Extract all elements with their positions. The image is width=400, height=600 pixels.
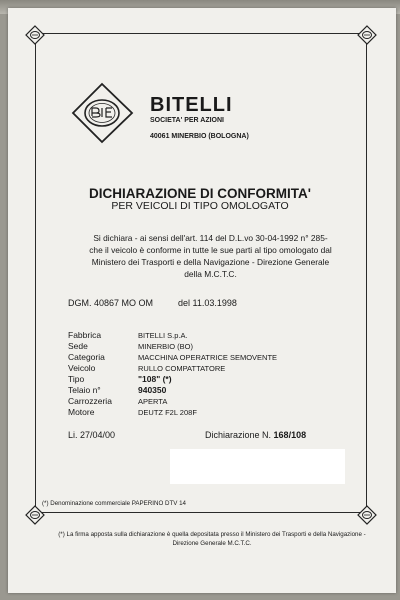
declaration-line: della M.C.T.C. <box>184 269 237 279</box>
spec-value: 940350 <box>138 385 167 395</box>
footnote-commercial-name: (*) Denominazione commerciale PAPERINO DTV 14 <box>42 500 186 507</box>
spec-label: Categoria <box>68 352 105 362</box>
spec-label: Motore <box>68 407 95 417</box>
spec-row-categoria <box>68 352 278 362</box>
spec-value: MINERBIO (BO) <box>138 342 194 351</box>
corner-stamp-icon <box>25 505 45 525</box>
document-subtitle: PER VEICOLI DI TIPO OMOLOGATO <box>111 200 289 212</box>
approval-reference <box>68 298 237 308</box>
declaration-number-label: Dichiarazione N. <box>205 430 272 440</box>
corner-stamp-icon <box>357 505 377 525</box>
spec-label: Carrozzeria <box>68 396 112 406</box>
declaration-line: Si dichiara - ai sensi dell'art. 114 del D.L.vo 30-04-1992 n° 285- <box>93 233 328 243</box>
corner-stamp-icon <box>25 25 45 45</box>
spec-label: Veicolo <box>68 363 96 373</box>
company-name: BITELLI <box>150 94 233 116</box>
spec-value: APERTA <box>138 397 168 406</box>
spec-value: "108" (*) <box>138 374 172 384</box>
place-date: Li. 27/04/00 <box>68 430 116 440</box>
redacted-signature-area <box>170 449 345 484</box>
declaration-text <box>68 232 353 280</box>
declaration-line: Ministero dei Trasporti e della Navigazione - Direzione Generale <box>91 257 330 267</box>
spec-value: BITELLI S.p.A. <box>138 331 188 340</box>
spec-value: MACCHINA OPERATRICE SEMOVENTE <box>138 353 278 362</box>
spec-label: Sede <box>68 341 88 351</box>
spec-row-veicolo <box>68 363 226 373</box>
company-city: 40061 MINERBIO (BOLOGNA) <box>150 133 249 140</box>
spec-value: DEUTZ F2L 208F <box>138 408 197 417</box>
spec-value: RULLO COMPATTATORE <box>138 364 226 373</box>
declaration-number <box>205 430 306 440</box>
dgm-date: del 11.03.1998 <box>178 298 237 308</box>
spec-label: Telaio n° <box>68 385 101 395</box>
bitelli-logo-icon <box>70 82 135 144</box>
declaration-number-value: 168/108 <box>273 430 307 440</box>
corner-stamp-icon <box>357 25 377 45</box>
spec-label: Tipo <box>68 374 85 384</box>
footnote-signature: (*) La firma apposta sulla dichiarazione è quella depositata presso il Ministero dei Trasporti e della Navigazione - Direzione Generale M.C.T.C. <box>58 531 366 547</box>
spec-row-motore <box>68 407 197 417</box>
dgm-number: DGM. 40867 MO OM <box>68 298 154 308</box>
spec-label: Fabbrica <box>68 330 102 340</box>
spec-row-sede <box>68 341 194 351</box>
company-type: SOCIETA' PER AZIONI <box>150 117 225 124</box>
spec-row-carrozzeria <box>68 396 168 406</box>
document-title: DICHIARAZIONE DI CONFORMITA' <box>89 186 311 201</box>
declaration-line: che il veicolo è conforme in tutte le sue parti al tipo omologato dal <box>89 245 332 255</box>
spec-row-tipo <box>68 374 172 384</box>
spec-row-telaio <box>68 385 167 395</box>
spec-row-fabbrica <box>68 330 188 340</box>
